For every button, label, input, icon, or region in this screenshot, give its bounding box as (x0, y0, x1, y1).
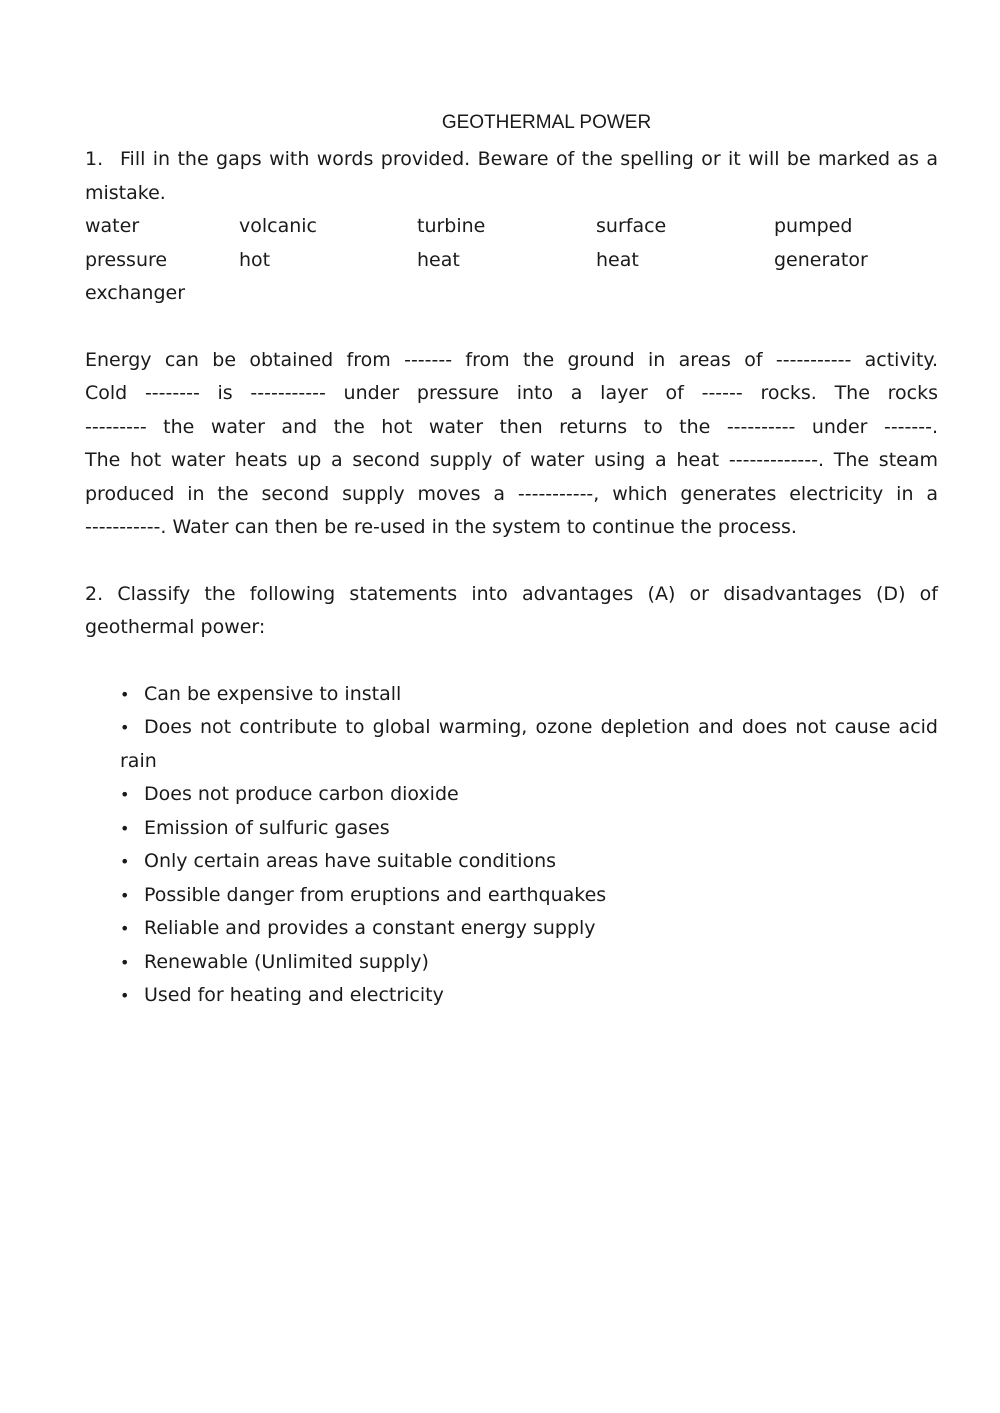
word-bank-item: pressure (85, 248, 168, 271)
word-bank-item: pumped (774, 215, 853, 237)
statement-text: Possible danger from eruptions and earthquakes (144, 883, 607, 906)
word-bank-row (85, 277, 938, 311)
word-bank-item: hot (239, 248, 271, 271)
word-bank-item: generator (774, 248, 868, 271)
bullet-icon: • (120, 818, 130, 838)
bullet-icon: • (120, 684, 130, 704)
bullet-icon: • (120, 785, 130, 804)
list-item (120, 778, 938, 812)
statement-text: Can be expensive to install (144, 682, 402, 705)
statement-text: Emission of sulfuric gases (144, 816, 390, 839)
paragraph-line: -----------. Water can then be re-used in the system to continue the process. (85, 516, 797, 538)
fill-in-paragraph (85, 344, 938, 545)
word-bank-item: heat (417, 248, 460, 271)
statement-text: Renewable (Unlimited supply) (144, 950, 429, 973)
list-item (120, 979, 938, 1013)
question-1-instruction (85, 143, 938, 177)
list-item (120, 912, 938, 946)
question-2-text-continued: geothermal power: (85, 616, 266, 638)
worksheet-page (85, 108, 938, 1013)
statement-list (85, 678, 938, 1013)
statement-text: Does not produce carbon dioxide (144, 783, 459, 805)
bullet-icon: • (120, 986, 130, 1005)
word-bank-item: surface (596, 215, 667, 237)
word-bank-item: exchanger (85, 282, 186, 304)
question-1-text-continued: mistake. (85, 181, 166, 204)
list-item (120, 711, 938, 778)
paragraph-line: Cold -------- is ----------- under pressure into a layer of ------ rocks. The rocks (85, 382, 938, 404)
question-1-number: 1. (85, 148, 104, 170)
bullet-icon: • (120, 952, 130, 972)
question-2-instruction (85, 578, 938, 645)
page-title: GEOTHERMAL POWER (441, 112, 652, 133)
list-item (120, 946, 938, 980)
word-bank-item: water (85, 215, 140, 237)
statement-text: Only certain areas have suitable conditions (144, 850, 557, 872)
word-bank-item: volcanic (239, 215, 318, 237)
question-2-text: 2. Classify the following statements into advantages (A) or disadvantages (D) of (85, 582, 938, 605)
bullet-icon: • (120, 885, 130, 905)
statement-text: Does not contribute to global warming, ozone depletion and does not cause acid (144, 716, 938, 738)
statement-text: Reliable and provides a constant energy supply (144, 917, 596, 939)
word-bank-row (85, 244, 938, 278)
word-bank-item: turbine (417, 215, 486, 237)
paragraph-line: The hot water heats up a second supply of water using a heat -------------. The steam (85, 449, 938, 471)
paragraph-line: Energy can be obtained from ------- from the ground in areas of ----------- activity. (85, 348, 938, 371)
question-1-text: Fill in the gaps with words provided. Beware of the spelling or it will be marked as a (120, 148, 938, 170)
word-bank-row (85, 210, 938, 244)
list-item (120, 678, 938, 712)
statement-text-continued: rain (120, 749, 157, 772)
word-bank-item: heat (596, 248, 639, 271)
bullet-icon: • (120, 919, 130, 938)
list-item (120, 879, 938, 913)
statement-text-block (120, 711, 938, 778)
list-item (120, 812, 938, 846)
paragraph-line: --------- the water and the hot water then returns to the ---------- under -------. (85, 415, 938, 438)
bullet-icon: • (120, 718, 130, 737)
list-item (120, 845, 938, 879)
statement-text: Used for heating and electricity (144, 984, 444, 1006)
paragraph-line: produced in the second supply moves a -----------, which generates electricity in a (85, 482, 938, 505)
bullet-icon: • (120, 852, 130, 871)
